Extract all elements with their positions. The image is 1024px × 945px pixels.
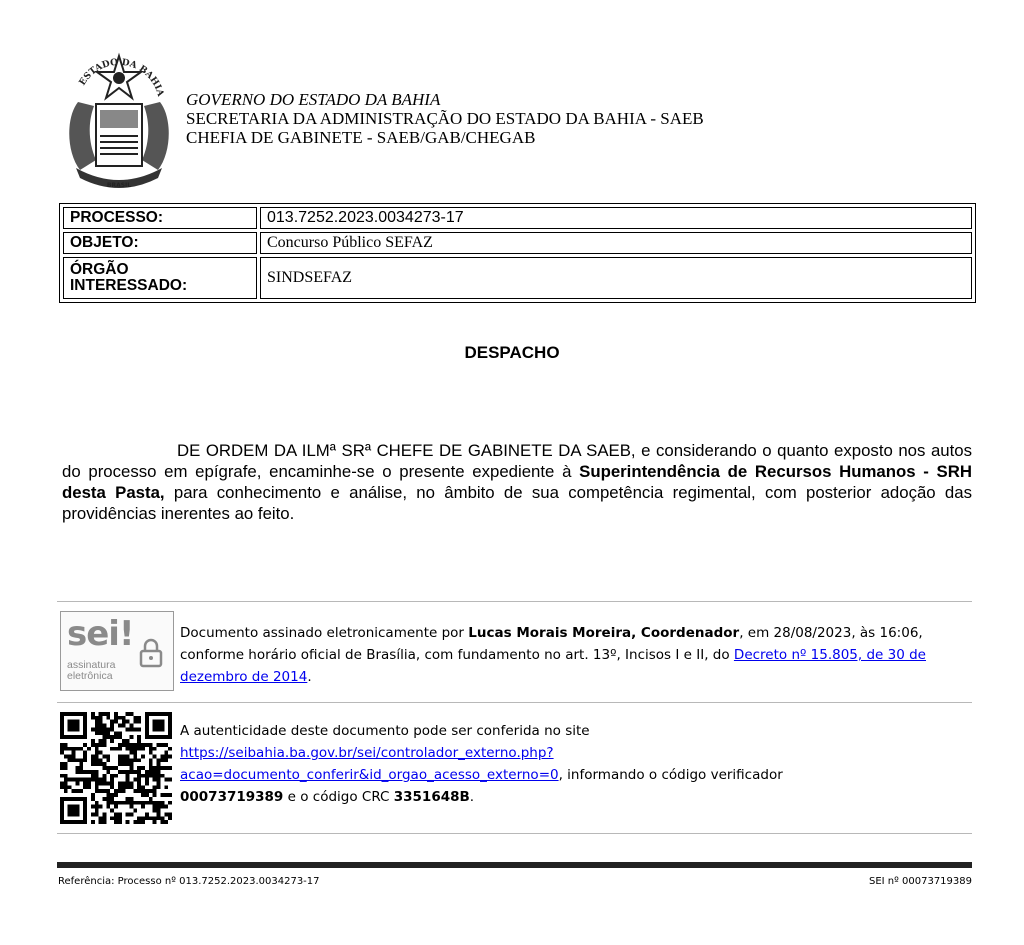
divider (57, 601, 972, 602)
footer-sei-number: SEI nº 00073719389 (868, 876, 972, 887)
process-number: 013.7252.2023.0034273-17 (260, 207, 972, 229)
seal-caption-line2: eletrônica (67, 670, 113, 682)
divider (57, 702, 972, 703)
svg-text:ESTADO DA BAHIA: ESTADO DA BAHIA (77, 57, 166, 98)
qr-code-icon (60, 712, 172, 824)
authenticity-mid2: e o código CRC (283, 789, 394, 805)
signature-pre: Documento assinado eletronicamente por (180, 625, 469, 641)
signer-name: Lucas Morais Moreira, Coordenador (468, 625, 740, 641)
secretariat-name: SECRETARIA DA ADMINISTRAÇÃO DO ESTADO DA BAHIA - SAEB (186, 109, 704, 128)
svg-text:BRASIL: BRASIL (106, 182, 132, 189)
seal-caption (67, 660, 115, 682)
sei-logo-text: sei! (67, 614, 134, 654)
process-metadata-table (59, 203, 976, 303)
divider (57, 833, 972, 834)
table-row (63, 257, 972, 299)
dispatch-body (62, 440, 972, 524)
page-footer (58, 876, 972, 887)
body-text-part1: DE ORDEM DA ILMª SRª CHEFE DE GABINETE DA SAEB, e considerando o quanto exposto nos autos do processo em epígrafe, encaminhe-se o presente expediente à (62, 441, 972, 481)
verification-link-line1[interactable]: https://seibahia.ba.gov.br/sei/controlador_externo.php? (180, 745, 554, 761)
electronic-signature-seal (60, 611, 174, 691)
body-text-bold: Superintendência de Recursos Humanos - SRH desta Pasta, (62, 462, 972, 502)
institution-lines (186, 90, 704, 147)
government-name: GOVERNO DO ESTADO DA BAHIA (186, 90, 441, 109)
signature-post: . (307, 669, 312, 685)
bahia-coat-of-arms-logo (58, 42, 180, 190)
authenticity-statement (180, 720, 972, 808)
crc-code: 3351648B (393, 789, 470, 805)
footer-reference: Referência: Processo nº 013.7252.2023.0034273-17 (58, 876, 320, 887)
signature-statement (180, 622, 972, 688)
authenticity-post: . (469, 789, 475, 805)
department-name: CHEFIA DE GABINETE - SAEB/GAB/CHEGAB (186, 128, 536, 147)
interested-organ-label-line1: ÓRGÃO (70, 261, 129, 278)
authenticity-mid: , informando o código verificador (558, 767, 783, 783)
authenticity-pre: A autenticidade deste documento pode ser conferida no site (180, 723, 590, 739)
object-label: OBJETO: (63, 232, 257, 254)
verifier-code: 00073719389 (180, 789, 284, 805)
body-text-part2: para conhecimento e análise, no âmbito de sua competência regimental, com posterior adoção das providências inerentes ao feito. (62, 483, 972, 523)
process-label: PROCESSO: (63, 207, 257, 229)
seal-caption-line1: assinatura (67, 659, 116, 671)
decree-link[interactable]: Decreto nº 15.805, de 30 de dezembro de 2014 (180, 647, 926, 685)
table-row (63, 207, 972, 229)
interested-organ-label (63, 257, 257, 299)
document-title: DESPACHO (464, 343, 560, 362)
interested-organ-value: SINDSEFAZ (260, 257, 972, 299)
object-value: Concurso Público SEFAZ (260, 232, 972, 254)
verification-link-line2[interactable]: acao=documento_conferir&id_orgao_acesso_externo=0 (180, 767, 559, 783)
lock-icon (139, 638, 163, 668)
footer-bar (57, 862, 972, 868)
signature-mid: , em 28/08/2023, às 16:06, conforme horário oficial de Brasília, com fundamento no art. 13º, Incisos I e II, do (180, 625, 923, 663)
document-header (58, 42, 858, 192)
table-row (63, 232, 972, 254)
interested-organ-label-line2: INTERESSADO: (70, 277, 188, 294)
